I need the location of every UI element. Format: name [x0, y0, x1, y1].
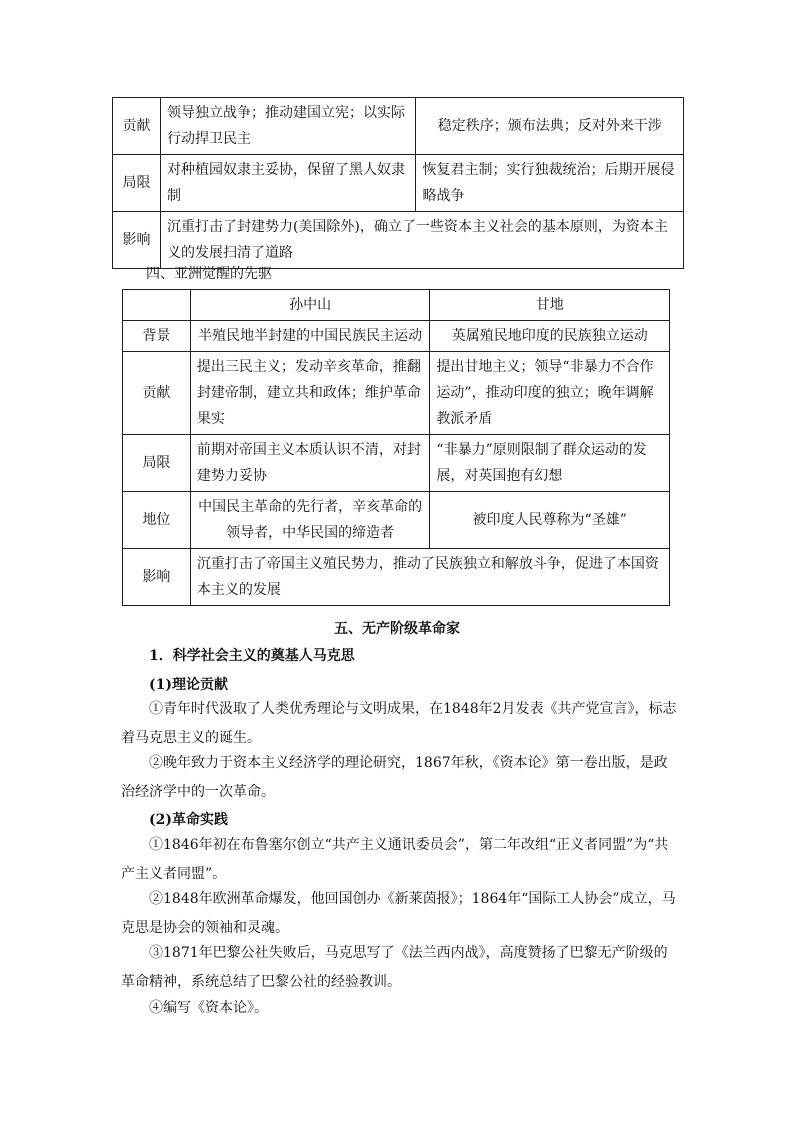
- comparison-table-2: [122, 289, 670, 606]
- row-label: 贡献: [113, 98, 161, 155]
- table-row: [113, 98, 684, 155]
- comparison-table-1: [112, 97, 684, 269]
- header-cell: 孙中山: [190, 290, 430, 321]
- table-cell: 对种植园奴隶主妥协，保留了黑人奴隶制: [160, 155, 416, 212]
- table-row: [123, 549, 670, 606]
- row-label: 贡献: [123, 352, 191, 435]
- row-label: 背景: [123, 321, 191, 352]
- table-cell: 沉重打击了封建势力(美国除外)，确立了一些资本主义社会的基本原则，为资本主义的发展扫清了道路: [160, 212, 683, 269]
- header-cell: 甘地: [430, 290, 670, 321]
- table-row: [113, 155, 684, 212]
- paragraph: ①青年时代汲取了人类优秀理论与文明成果，在1848年2月发表《共产党宣言》，标志着马克思主义的诞生。: [121, 701, 677, 746]
- table-row: [123, 435, 670, 492]
- table-cell: 恢复君主制；实行独裁统治；后期开展侵略战争: [416, 155, 684, 212]
- table-row: [123, 321, 670, 352]
- table-cell: 提出三民主义；发动辛亥革命，推翻封建帝制，建立共和政体；维护革命果实: [190, 352, 430, 435]
- table-cell: 提出甘地主义；领导“非暴力不合作运动”，推动印度的独立；晚年调解教派矛盾: [430, 352, 670, 435]
- table-cell: 沉重打击了帝国主义殖民势力，推动了民族独立和解放斗争，促进了本国资本主义的发展: [190, 549, 669, 606]
- row-label: 局限: [113, 155, 161, 212]
- row-label: 局限: [123, 435, 191, 492]
- section-heading: 五、无产阶级革命家: [334, 621, 460, 637]
- paragraph: ②晚年致力于资本主义经济学的理论研究，1867年秋，《资本论》第一卷出版，是政治经济学中的一次革命。: [121, 755, 668, 800]
- row-label: 影响: [113, 212, 161, 269]
- table-cell: 半殖民地半封建的中国民族民主运动: [190, 321, 430, 352]
- subsection-heading: 1．科学社会主义的奠基人马克思: [149, 648, 355, 664]
- paragraph: ①1846年初在布鲁塞尔创立“共产主义通讯委员会”，第二年改组“正义者同盟”为“共产主义者同盟”。: [121, 837, 669, 882]
- table-cell: 英属殖民地印度的民族独立运动: [430, 321, 670, 352]
- table-cell: 领导独立战争；推动建国立宪；以实际行动捍卫民主: [160, 98, 416, 155]
- table-row: [123, 492, 670, 549]
- paragraph: ④编写《资本论》。: [149, 1000, 268, 1016]
- paragraph: ②1848年欧洲革命爆发，他回国创办《新莱茵报》；1864年“国际工人协会”成立，马克思是协会的领袖和灵魂。: [121, 891, 676, 936]
- table-cell: 被印度人民尊称为“圣雄”: [430, 492, 670, 549]
- row-label: 影响: [123, 549, 191, 606]
- table-header-row: [123, 290, 670, 321]
- row-label: 地位: [123, 492, 191, 549]
- table-row: [113, 212, 684, 269]
- paragraph: ③1871年巴黎公社失败后，马克思写了《法兰西内战》，高度赞扬了巴黎无产阶级的革命精神，系统总结了巴黎公社的经验教训。: [121, 945, 668, 990]
- header-cell: [123, 290, 191, 321]
- table-cell: “非暴力”原则限制了群众运动的发展，对英国抱有幻想: [430, 435, 670, 492]
- subsection-heading: (1)理论贡献: [149, 677, 228, 693]
- table-row: [123, 352, 670, 435]
- subsection-heading: (2)革命实践: [149, 812, 228, 828]
- table-cell: 前期对帝国主义本质认识不清，对封建势力妥协: [190, 435, 430, 492]
- table-cell: 中国民主革命的先行者，辛亥革命的领导者，中华民国的缔造者: [190, 492, 430, 549]
- section-heading: 四、亚洲觉醒的先驱: [146, 266, 272, 282]
- table-cell: 稳定秩序；颁布法典；反对外来干涉: [416, 98, 684, 155]
